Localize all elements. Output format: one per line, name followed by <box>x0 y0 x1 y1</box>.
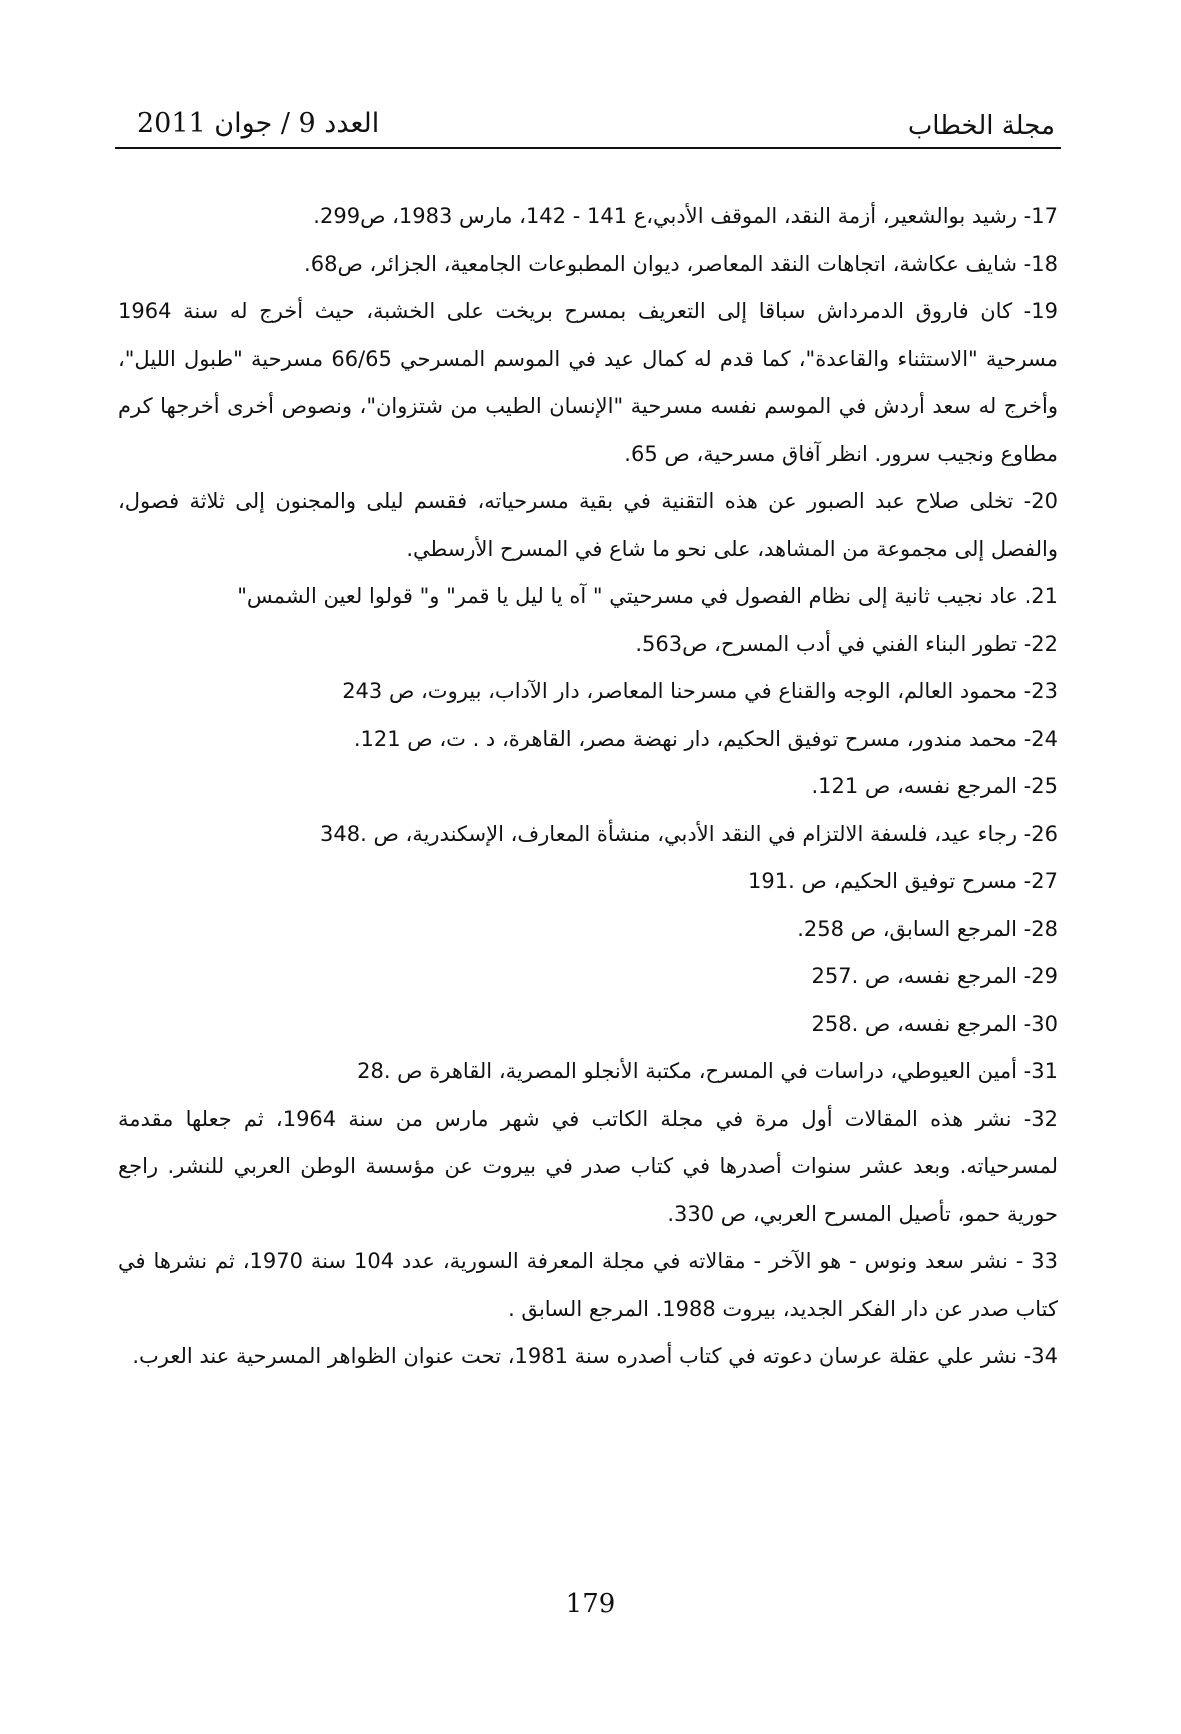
endnote-21: 21. عاد نجيب ثانية إلى نظام الفصول في مسرحيتي " آه يا ليل يا قمر" و" قولوا لعين الشمس" <box>237 584 1058 608</box>
page-header <box>115 108 1061 148</box>
endnote-28: 28- المرجع السابق، ص 258. <box>797 916 1058 941</box>
endnote-29: 29- المرجع نفسه، ص .257 <box>811 964 1058 988</box>
endnote-30: 30- المرجع نفسه، ص .258 <box>811 1011 1058 1036</box>
journal-title: مجلة الخطاب <box>907 111 1055 141</box>
endnote-23: 23- محمود العالم، الوجه والقناع في مسرحنا المعاصر، دار الآداب، بيروت، ص 243 <box>342 679 1058 703</box>
endnote-25: 25- المرجع نفسه، ص 121. <box>811 774 1058 798</box>
endnote-34: 34- نشر علي عقلة عرسان دعوته في كتاب أصدره سنة 1981، تحت عنوان الظواهر المسرحية عند العرب. <box>132 1344 1058 1368</box>
endnote-17: 17- رشيد بوالشعير، أزمة النقد، الموقف الأدبي،ع 141 - 142، مارس 1983، ص299. <box>313 204 1058 228</box>
header-divider <box>115 147 1061 149</box>
endnote-26: 26- رجاء عيد، فلسفة الالتزام في النقد الأدبي، منشأة المعارف، الإسكندرية، ص .348 <box>320 821 1058 846</box>
endnote-32: 32- نشر هذه المقالات أول مرة في مجلة الكاتب في شهر مارس من سنة 1964، ثم جعلها مقدمة لمسرحياته. وبعد عشر سنوات أصدرها في كتاب صدر في بيروت عن مؤسسة الوطن العربي للنشر. راجع حورية حمو، تأصيل المسرح العربي، ص 330. <box>118 1106 1059 1226</box>
endnote-19: 19- كان فاروق الدمرداش سباقا إلى التعريف بمسرح بريخت على الخشبة، حيث أخرج له سنة 1964 مسرحية "الاستثناء والقاعدة"، كما قدم له كمال عيد في الموسم المسرحي 66/65 مسرحية "طبول الليل"، وأخرج له سعد أردش في الموسم نفسه مسرحية "الإنسان الطيب من شتزوان"، ونصوص أخرى أخرجها كرم مطاوع ونجيب سرور. انظر آفاق مسرحية، ص 65. <box>118 299 1058 466</box>
issue-info: العدد 9 / جوان 2011 <box>137 108 380 139</box>
endnote-20: 20- تخلى صلاح عبد الصبور عن هذه التقنية في بقية مسرحياته، فقسم ليلى والمجنون إلى ثلاثة فصول، والفصل إلى مجموعة من المشاهد، على نحو ما شاع في المسرح الأرسطي. <box>118 489 1058 561</box>
endnote-27: 27- مسرح توفيق الحكيم، ص .191 <box>747 869 1058 893</box>
endnotes-list <box>118 193 1058 1381</box>
endnote-18: 18- شايف عكاشة، اتجاهات النقد المعاصر، ديوان المطبوعات الجامعية، الجزائر، ص68. <box>304 251 1058 276</box>
endnote-33: 33 - نشر سعد ونوس - هو الآخر - مقالاته في مجلة المعرفة السورية، عدد 104 سنة 1970، ثم نشرها في كتاب صدر عن دار الفكر الجديد، بيروت 1988. المرجع السابق . <box>118 1249 1059 1321</box>
endnote-31: 31- أمين العيوطي، دراسات في المسرح، مكتبة الأنجلو المصرية، القاهرة ص .28 <box>357 1059 1058 1083</box>
endnote-24: 24- محمد مندور، مسرح توفيق الحكيم، دار نهضة مصر، القاهرة، د . ت، ص 121. <box>353 726 1058 751</box>
page-number: 179 <box>565 1589 616 1619</box>
endnote-22: 22- تطور البناء الفني في أدب المسرح، ص563. <box>635 631 1058 656</box>
